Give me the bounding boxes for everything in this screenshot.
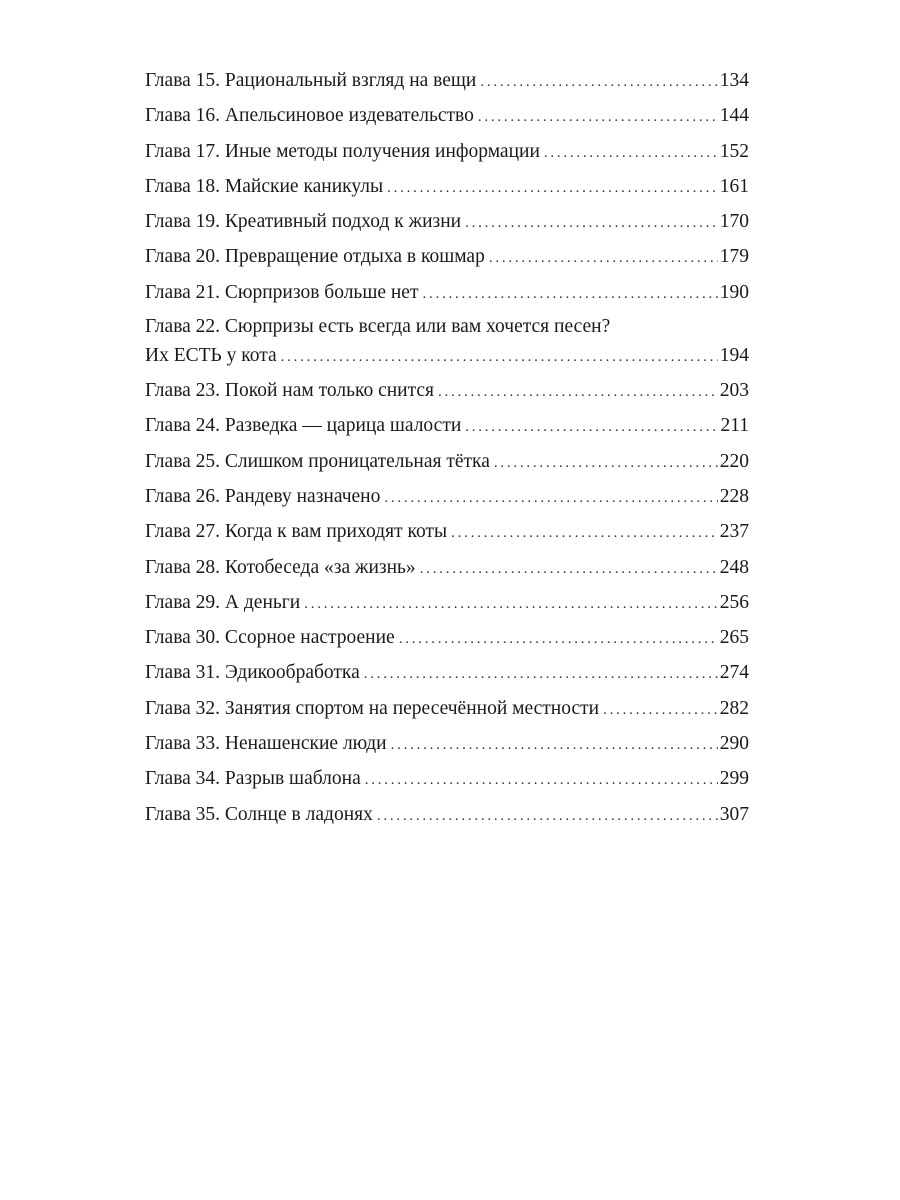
page-number: 161 — [719, 175, 749, 197]
dot-leader — [364, 657, 718, 692]
dot-leader — [281, 342, 718, 372]
toc-entry — [145, 797, 749, 832]
chapter-title: Глава 30. Ссорное настроение — [145, 627, 395, 649]
page-number: 237 — [719, 521, 749, 543]
chapter-title: Глава 35. Солнце в ладонях — [145, 803, 373, 825]
chapter-title: Глава 31. Эдикообработка — [145, 662, 360, 684]
page-number: 228 — [719, 485, 749, 507]
page-number: 256 — [719, 591, 749, 613]
dot-leader — [480, 65, 717, 100]
dot-leader — [391, 728, 718, 763]
page-number: 170 — [719, 211, 749, 233]
dot-leader — [451, 516, 718, 551]
page-number: 194 — [719, 345, 749, 367]
toc-entry — [145, 63, 749, 98]
chapter-title: Глава 27. Когда к вам приходят коты — [145, 521, 448, 543]
page-number: 290 — [719, 733, 749, 755]
toc-entry — [145, 585, 749, 620]
toc-entry — [145, 313, 749, 371]
chapter-title: Глава 21. Сюрпризов больше нет — [145, 281, 419, 303]
toc-entry — [145, 620, 749, 655]
chapter-title: Глава 15. Рациональный взгляд на вещи — [145, 70, 477, 91]
dot-leader — [544, 136, 718, 171]
dot-leader — [377, 799, 718, 834]
toc-entry — [145, 169, 749, 204]
toc-entry — [145, 373, 749, 408]
chapter-title-continuation: Их ЕСТЬ у кота — [145, 345, 277, 367]
toc-entry — [145, 408, 749, 443]
chapter-title: Глава 28. Котобеседа «за жизнь» — [145, 556, 416, 578]
chapter-title: Глава 26. Рандеву назначено — [145, 485, 381, 507]
page-number: 248 — [719, 556, 749, 578]
chapter-title: Глава 29. А деньги — [145, 591, 301, 613]
page-number: 179 — [719, 246, 749, 268]
chapter-title: Глава 20. Превращение отдыха в кошмар — [145, 246, 485, 268]
chapter-title: Глава 32. Занятия спортом на пересечённой местности — [145, 697, 600, 719]
dot-leader — [365, 763, 718, 798]
toc-entry — [145, 514, 749, 549]
page-number: 265 — [719, 627, 749, 649]
page-number: 211 — [720, 415, 749, 437]
page-number: 144 — [719, 105, 749, 127]
dot-leader — [603, 693, 718, 728]
table-of-contents — [145, 63, 749, 832]
page-number: 134 — [719, 70, 749, 91]
toc-entry — [145, 239, 749, 274]
page-number: 220 — [719, 450, 749, 472]
chapter-title: Глава 19. Креативный подход к жизни — [145, 211, 462, 233]
dot-leader — [438, 375, 718, 410]
chapter-title: Глава 18. Майские каникулы — [145, 175, 384, 197]
dot-leader — [420, 552, 718, 587]
toc-entry — [145, 691, 749, 726]
toc-entry — [145, 275, 749, 310]
dot-leader — [489, 241, 718, 276]
toc-entry — [145, 655, 749, 690]
chapter-title: Глава 33. Ненашенские люди — [145, 733, 387, 755]
page-number: 152 — [719, 140, 749, 162]
chapter-title: Глава 17. Иные методы получения информации — [145, 140, 540, 162]
chapter-title: Глава 25. Слишком проницательная тётка — [145, 450, 490, 472]
dot-leader — [387, 171, 718, 206]
chapter-title: Глава 24. Разведка — царица шалости — [145, 415, 462, 437]
chapter-title: Глава 16. Апельсиновое издевательство — [145, 105, 474, 127]
page-number: 282 — [719, 697, 749, 719]
toc-entry — [145, 204, 749, 239]
toc-entry — [145, 479, 749, 514]
dot-leader — [478, 100, 718, 135]
dot-leader — [399, 622, 718, 657]
page-number: 190 — [719, 281, 749, 303]
toc-entry — [145, 444, 749, 479]
chapter-title: Глава 22. Сюрпризы есть всегда или вам хочется песен? — [145, 316, 611, 338]
toc-entry — [145, 134, 749, 169]
toc-entry — [145, 98, 749, 133]
page-number: 299 — [719, 768, 749, 790]
page-number: 274 — [719, 662, 749, 684]
dot-leader — [304, 587, 718, 622]
page-number: 307 — [719, 803, 749, 825]
toc-entry — [145, 761, 749, 796]
toc-entry — [145, 726, 749, 761]
chapter-title: Глава 23. Покой нам только снится — [145, 380, 435, 402]
chapter-title: Глава 34. Разрыв шаблона — [145, 768, 361, 790]
dot-leader — [465, 206, 718, 241]
page-number: 203 — [719, 380, 749, 402]
toc-entry — [145, 550, 749, 585]
dot-leader — [494, 446, 718, 481]
dot-leader — [423, 277, 718, 312]
dot-leader — [384, 481, 717, 516]
dot-leader — [465, 410, 718, 445]
